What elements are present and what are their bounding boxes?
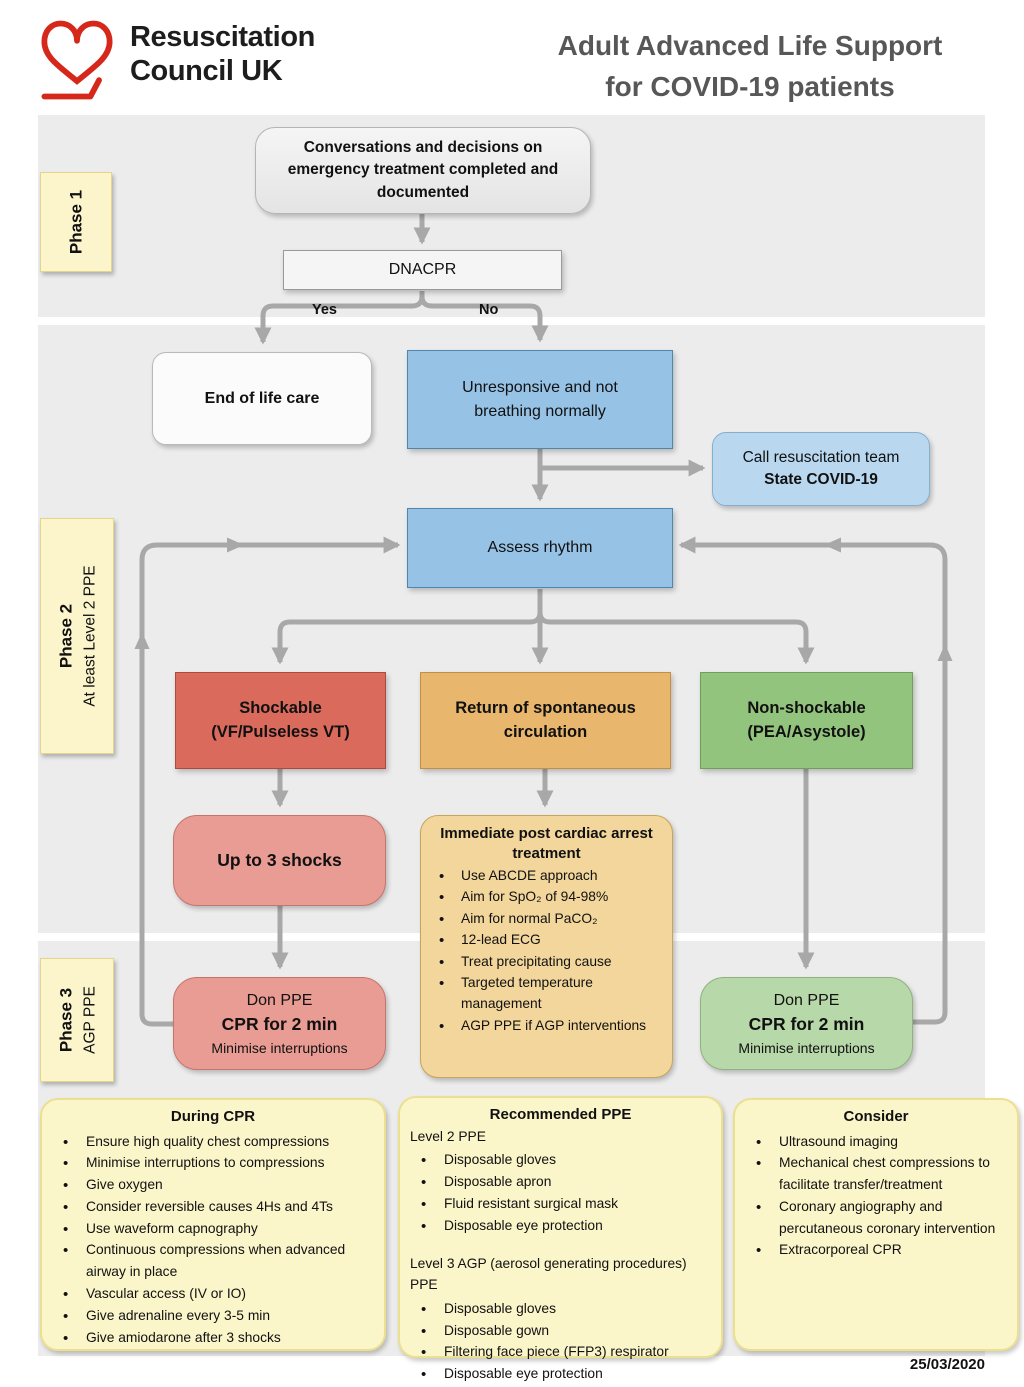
- node-rosc: [420, 672, 671, 769]
- node-up-to-3-shocks: Up to 3 shocks: [173, 815, 386, 906]
- list-item: • Continuous compressions when advanced airway in place: [50, 1239, 376, 1283]
- list-item: • Coronary angiography and percutaneous coronary intervention: [743, 1196, 1009, 1240]
- logo-line-2: Council UK: [130, 55, 283, 88]
- ppe-title: Recommended PPE: [489, 1106, 632, 1123]
- list-item: • Filtering face piece (FFP3) respirator: [408, 1341, 713, 1363]
- shockable-line-2: (VF/Pulseless VT): [211, 722, 350, 741]
- call-team-line-1: Call resuscitation team: [742, 448, 900, 466]
- don-ppe-line-2: CPR for 2 min: [748, 1014, 865, 1035]
- list-item: • Minimise interruptions to compressions: [50, 1152, 376, 1174]
- list-item: • Disposable gloves: [408, 1298, 713, 1320]
- phase-1-name: Phase 1: [66, 189, 86, 255]
- ppe-level2-heading: Level 2 PPE: [410, 1128, 486, 1144]
- call-team-line-2: State COVID-19: [764, 471, 878, 488]
- rosc-line-1: Return of spontaneous: [455, 698, 636, 717]
- don-ppe-line-1: Don PPE: [246, 992, 313, 1010]
- branch-label-no: No: [479, 302, 499, 318]
- node-call-resuscitation-team: [712, 432, 930, 506]
- page-title: [520, 26, 980, 107]
- panel-consider: [733, 1098, 1019, 1351]
- rcuk-logo: [38, 12, 315, 108]
- don-ppe-line-1: Don PPE: [773, 992, 840, 1010]
- node-don-ppe-cpr-nonshockable: [700, 977, 913, 1070]
- panel-during-cpr: [40, 1098, 386, 1351]
- branch-label-yes: Yes: [312, 302, 337, 318]
- don-ppe-line-3: Minimise interruptions: [211, 1039, 348, 1056]
- nonshockable-line-1: Non-shockable: [747, 698, 866, 717]
- phase-2-sub: At least Level 2 PPE: [80, 565, 98, 707]
- ppe-level3-heading: Level 3 AGP (aerosol generating procedures) PPE: [410, 1256, 687, 1293]
- node-conversations-decisions: Conversations and decisions on emergency treatment completed and documented: [255, 127, 591, 214]
- list-item: • Disposable gloves: [408, 1149, 713, 1171]
- node-assess-rhythm: Assess rhythm: [407, 508, 673, 588]
- node-unresponsive: [407, 350, 673, 449]
- node-dnacpr: DNACPR: [283, 250, 562, 290]
- consider-title: Consider: [843, 1108, 909, 1125]
- phase-2-name: Phase 2: [56, 603, 76, 669]
- phase-3-sub: AGP PPE: [80, 986, 98, 1054]
- list-item: • AGP PPE if AGP interventions: [431, 1015, 662, 1036]
- logo-line-1: Resuscitation: [130, 21, 315, 53]
- list-item: • Aim for SpO₂ of 94-98%: [431, 886, 662, 907]
- list-item: • Disposable gown: [408, 1320, 713, 1342]
- phase-2-label: [40, 518, 114, 754]
- during-cpr-title: During CPR: [170, 1108, 256, 1125]
- list-item: • Use ABCDE approach: [431, 865, 662, 886]
- list-item: • Targeted temperature management: [431, 972, 662, 1015]
- don-ppe-line-3: Minimise interruptions: [738, 1039, 875, 1056]
- rcuk-heart-logo-icon: [38, 12, 116, 108]
- node-shockable: [175, 672, 386, 769]
- document-date: 25/03/2020: [909, 1356, 985, 1373]
- list-item: • Ultrasound imaging: [743, 1131, 1009, 1153]
- list-item: • Fluid resistant surgical mask: [408, 1193, 713, 1215]
- node-non-shockable: [700, 672, 913, 769]
- shockable-line-1: Shockable: [239, 698, 322, 717]
- list-item: • Vascular access (IV or IO): [50, 1283, 376, 1305]
- consider-list: [743, 1131, 1009, 1262]
- phase-3-label: [40, 958, 114, 1082]
- node-don-ppe-cpr-shockable: [173, 977, 386, 1070]
- list-item: • Give oxygen: [50, 1174, 376, 1196]
- don-ppe-line-2: CPR for 2 min: [221, 1014, 338, 1035]
- spacer: [408, 1236, 713, 1254]
- list-item: • Use waveform capnography: [50, 1218, 376, 1240]
- logo-wordmark: [130, 20, 315, 88]
- list-item: • Disposable apron: [408, 1171, 713, 1193]
- node-end-of-life-care: End of life care: [152, 352, 372, 445]
- phase-1-label: [40, 172, 112, 272]
- list-item: • Ensure high quality chest compressions: [50, 1131, 376, 1153]
- list-item: • Consider reversible causes 4Hs and 4Ts: [50, 1196, 376, 1218]
- ppe-level2-list: [408, 1149, 713, 1236]
- list-item: • Aim for normal PaCO₂: [431, 908, 662, 929]
- panel-recommended-ppe: [398, 1096, 723, 1382]
- node-post-cardiac-arrest-treatment: [420, 815, 673, 1078]
- phase-3-name: Phase 3: [56, 987, 76, 1053]
- list-item: • Disposable eye protection: [408, 1363, 713, 1385]
- nonshockable-line-2: (PEA/Asystole): [747, 722, 866, 741]
- list-item: • Treat precipitating cause: [431, 951, 662, 972]
- page-title-line-1: Adult Advanced Life Support: [557, 30, 943, 61]
- page-title-line-2: for COVID-19 patients: [605, 70, 895, 102]
- list-item: • Mechanical chest compressions to facilitate transfer/treatment: [743, 1152, 1009, 1196]
- list-item: • 12-lead ECG: [431, 929, 662, 950]
- list-item: • Disposable eye protection: [408, 1215, 713, 1237]
- during-cpr-list: [50, 1131, 376, 1349]
- ppe-level3-list: [408, 1298, 713, 1385]
- post-arrest-list: [431, 865, 662, 1036]
- list-item: • Give adrenaline every 3-5 min: [50, 1305, 376, 1327]
- list-item: • Extracorporeal CPR: [743, 1239, 1009, 1261]
- node-unresponsive-text: Unresponsive and not breathing normally: [462, 379, 618, 420]
- rosc-line-2: circulation: [503, 722, 588, 741]
- post-arrest-title: Immediate post cardiac arrest treatment: [440, 825, 653, 862]
- list-item: • Give amiodarone after 3 shocks: [50, 1327, 376, 1349]
